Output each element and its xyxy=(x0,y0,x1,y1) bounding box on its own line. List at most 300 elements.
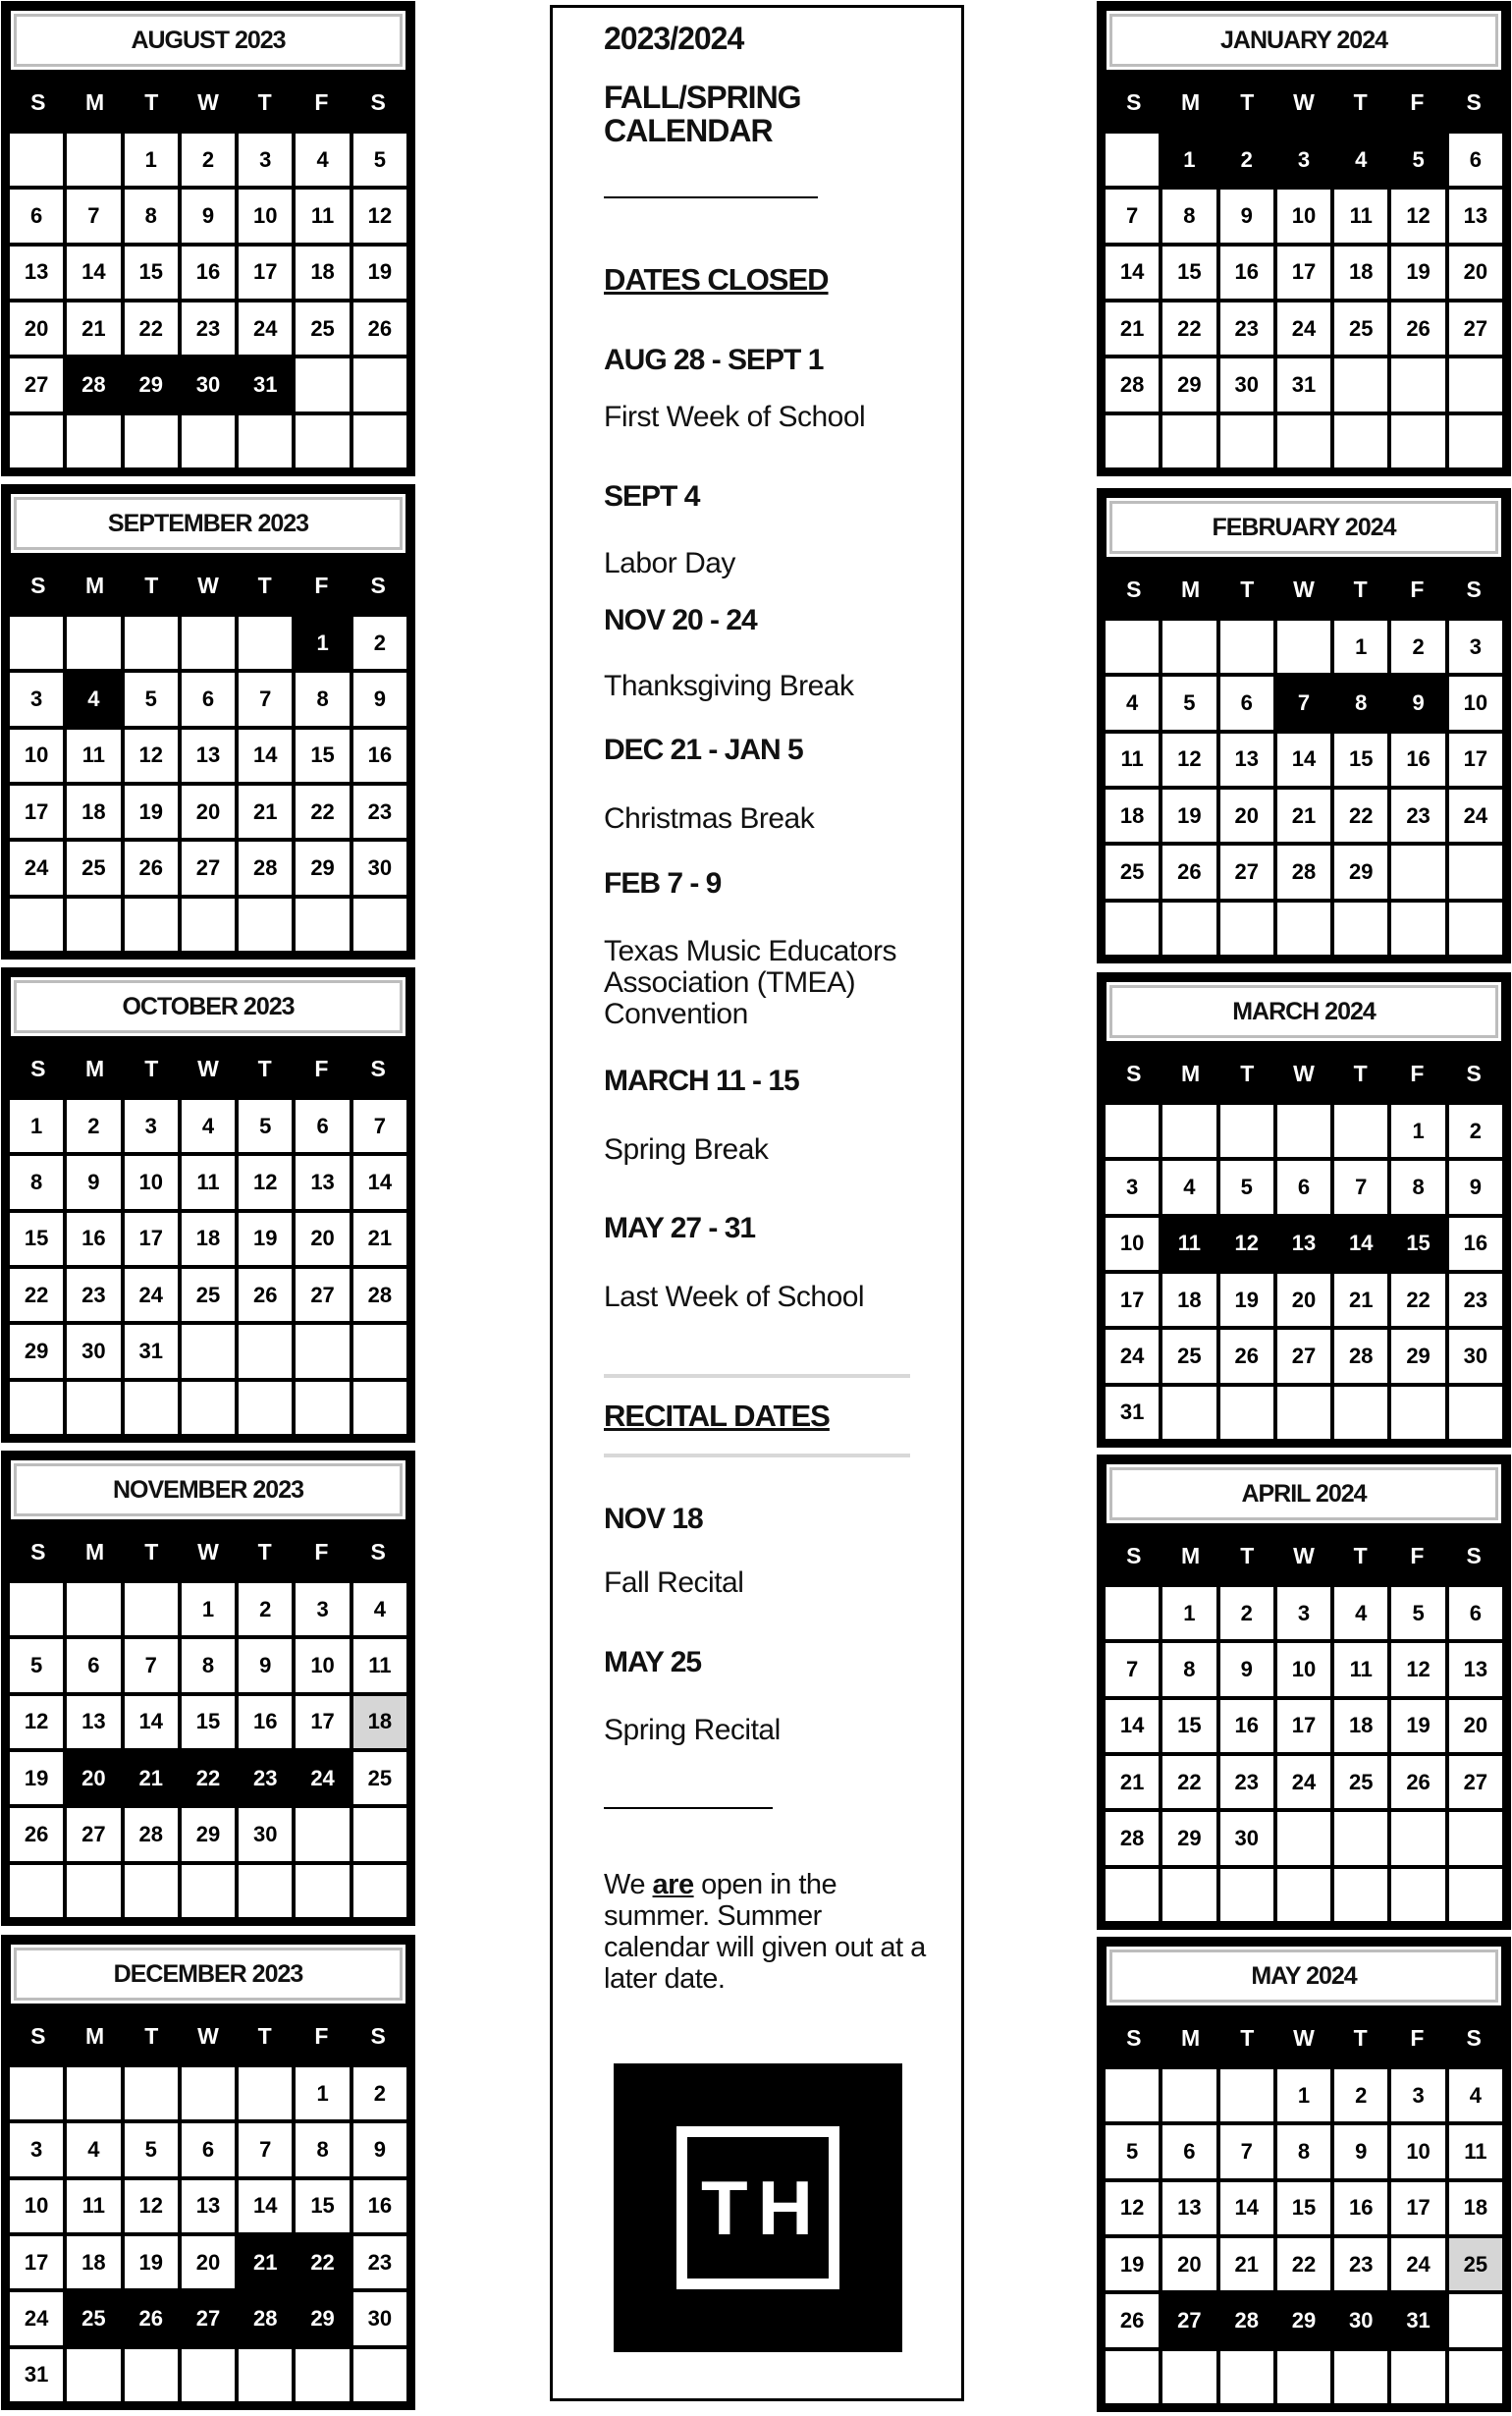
weekday-label: T xyxy=(257,88,272,115)
day-cell: 2 xyxy=(67,1100,120,1152)
day-cell: 25 xyxy=(1334,1756,1387,1808)
day-cell: 6 xyxy=(1449,1587,1502,1639)
closed-desc-3: Thanksgiving Break xyxy=(604,670,854,702)
empty-day-cell xyxy=(1106,1869,1159,1921)
empty-day-cell xyxy=(1277,1105,1330,1157)
day-cell: 18 xyxy=(67,786,120,838)
closed-desc-6: Spring Break xyxy=(604,1133,769,1166)
day-cell: 22 xyxy=(125,302,178,355)
weekday-label: F xyxy=(1410,1060,1425,1086)
divider-bottom xyxy=(604,1807,773,1809)
empty-day-cell xyxy=(296,899,349,951)
day-cell: 28 xyxy=(125,1808,178,1860)
day-cell: 23 xyxy=(182,302,235,355)
weekday-label: M xyxy=(1180,576,1201,602)
day-cell: 30 xyxy=(239,1808,292,1860)
day-cell: 3 xyxy=(125,1100,178,1152)
day-cell: 28 xyxy=(353,1269,406,1321)
day-cell: 26 xyxy=(1391,302,1444,355)
empty-day-cell xyxy=(1220,1387,1273,1439)
empty-day-cell xyxy=(1334,1812,1387,1864)
day-cell: 23 xyxy=(1220,1756,1273,1808)
day-cell: 4 xyxy=(1334,134,1387,186)
day-cell: 11 xyxy=(1449,2125,1502,2177)
weekday-header xyxy=(1106,562,1502,617)
day-cell: 8 xyxy=(296,2123,349,2175)
weekday-label: T xyxy=(1240,1060,1255,1086)
day-cell: 11 xyxy=(1162,1218,1215,1270)
weekday-label: T xyxy=(144,572,159,598)
month-calendar xyxy=(1,967,415,1443)
empty-day-cell xyxy=(10,1865,63,1917)
day-cell: 14 xyxy=(125,1696,178,1748)
weekday-label: T xyxy=(1240,1542,1255,1568)
empty-day-cell xyxy=(10,899,63,951)
day-cell: 22 xyxy=(1391,1274,1444,1326)
day-cell: 4 xyxy=(182,1100,235,1152)
empty-day-cell xyxy=(296,1382,349,1434)
recital-desc-2: Spring Recital xyxy=(604,1714,781,1746)
day-cell: 19 xyxy=(353,247,406,299)
weekday-label: T xyxy=(144,1055,159,1081)
day-cell: 20 xyxy=(1220,790,1273,842)
month-calendar xyxy=(1,1935,415,2410)
day-cell: 31 xyxy=(10,2349,63,2401)
day-cell: 29 xyxy=(1391,1330,1444,1382)
weekday-label: S xyxy=(1466,1060,1482,1086)
day-cell: 11 xyxy=(1334,190,1387,242)
day-cell: 5 xyxy=(353,134,406,186)
weekday-label: S xyxy=(1466,576,1482,602)
day-cell: 20 xyxy=(182,786,235,838)
day-grid xyxy=(1106,1101,1502,1439)
empty-day-cell xyxy=(353,358,406,411)
day-cell: 16 xyxy=(1391,734,1444,786)
empty-day-cell xyxy=(125,1865,178,1917)
day-cell: 2 xyxy=(239,1583,292,1635)
day-cell: 2 xyxy=(1220,1587,1273,1639)
weekday-label: S xyxy=(1126,1542,1142,1568)
empty-day-cell xyxy=(125,617,178,669)
empty-day-cell xyxy=(182,1382,235,1434)
weekday-label: S xyxy=(1466,1542,1482,1568)
day-cell: 27 xyxy=(296,1269,349,1321)
day-cell: 24 xyxy=(1277,1756,1330,1808)
day-cell: 1 xyxy=(125,134,178,186)
info-panel xyxy=(550,5,964,2401)
weekday-label: F xyxy=(314,572,329,598)
day-cell: 8 xyxy=(1391,1161,1444,1213)
empty-day-cell xyxy=(296,1325,349,1377)
day-cell: 28 xyxy=(1277,846,1330,898)
day-cell: 29 xyxy=(1277,2294,1330,2346)
day-cell: 5 xyxy=(1220,1161,1273,1213)
day-cell: 22 xyxy=(296,786,349,838)
day-cell: 15 xyxy=(1277,2182,1330,2234)
month-calendar xyxy=(1097,1455,1511,1930)
day-cell: 17 xyxy=(10,2236,63,2288)
day-cell: 17 xyxy=(1277,1700,1330,1752)
day-cell: 8 xyxy=(10,1156,63,1208)
empty-day-cell xyxy=(182,1865,235,1917)
day-cell: 10 xyxy=(1391,2125,1444,2177)
day-cell: 28 xyxy=(1106,1812,1159,1864)
day-cell: 27 xyxy=(182,842,235,894)
day-cell: 21 xyxy=(1106,1756,1159,1808)
weekday-label: M xyxy=(84,1538,105,1565)
weekday-label: S xyxy=(30,572,46,598)
day-cell: 5 xyxy=(1391,134,1444,186)
empty-day-cell xyxy=(1220,621,1273,673)
day-cell: 27 xyxy=(10,358,63,411)
day-cell: 18 xyxy=(1449,2182,1502,2234)
day-cell: 1 xyxy=(296,617,349,669)
weekday-header xyxy=(10,1041,406,1096)
day-cell: 25 xyxy=(182,1269,235,1321)
day-cell: 25 xyxy=(353,1752,406,1804)
empty-day-cell xyxy=(1220,903,1273,955)
day-cell: 14 xyxy=(1106,247,1159,299)
day-cell: 15 xyxy=(1162,1700,1215,1752)
day-cell: 30 xyxy=(1334,2294,1387,2346)
empty-day-cell xyxy=(1220,415,1273,467)
empty-day-cell xyxy=(1162,415,1215,467)
day-cell: 26 xyxy=(1162,846,1215,898)
day-cell: 29 xyxy=(10,1325,63,1377)
day-cell: 8 xyxy=(296,673,349,725)
day-cell: 12 xyxy=(353,190,406,242)
day-cell: 21 xyxy=(125,1752,178,1804)
day-cell: 10 xyxy=(10,2180,63,2232)
empty-day-cell xyxy=(296,1865,349,1917)
recital-desc-1: Fall Recital xyxy=(604,1566,744,1599)
empty-day-cell xyxy=(239,1382,292,1434)
weekday-label: W xyxy=(1293,1542,1315,1568)
day-cell: 10 xyxy=(1449,677,1502,729)
day-grid xyxy=(1106,1583,1502,1921)
empty-day-cell xyxy=(1334,2351,1387,2403)
empty-day-cell xyxy=(67,899,120,951)
day-cell: 2 xyxy=(1334,2069,1387,2121)
weekday-label: M xyxy=(84,572,105,598)
empty-day-cell xyxy=(1334,1387,1387,1439)
day-cell: 7 xyxy=(125,1639,178,1691)
weekday-label: M xyxy=(1180,2024,1201,2051)
day-cell: 31 xyxy=(239,358,292,411)
day-cell: 24 xyxy=(10,2292,63,2344)
weekday-label: S xyxy=(1126,1060,1142,1086)
day-cell: 21 xyxy=(1220,2238,1273,2290)
empty-day-cell xyxy=(1391,1387,1444,1439)
weekday-label: W xyxy=(1293,1060,1315,1086)
day-cell: 27 xyxy=(1277,1330,1330,1382)
day-cell: 22 xyxy=(1334,790,1387,842)
day-cell: 11 xyxy=(1334,1643,1387,1695)
weekday-label: T xyxy=(1240,2024,1255,2051)
empty-day-cell xyxy=(1449,1387,1502,1439)
day-cell: 11 xyxy=(182,1156,235,1208)
day-cell: 4 xyxy=(296,134,349,186)
weekday-label: W xyxy=(197,572,219,598)
day-cell: 16 xyxy=(1220,1700,1273,1752)
day-cell: 10 xyxy=(1277,190,1330,242)
weekday-label: S xyxy=(1466,88,1482,115)
day-cell: 3 xyxy=(1391,2069,1444,2121)
weekday-label: S xyxy=(30,2022,46,2049)
day-cell: 13 xyxy=(1277,1218,1330,1270)
day-cell: 10 xyxy=(125,1156,178,1208)
day-cell: 10 xyxy=(1277,1643,1330,1695)
day-cell: 14 xyxy=(1220,2182,1273,2234)
day-cell: 7 xyxy=(1334,1161,1387,1213)
day-cell: 14 xyxy=(67,247,120,299)
note-emphasis: are xyxy=(652,1869,694,1900)
empty-day-cell xyxy=(353,2349,406,2401)
day-cell: 20 xyxy=(1449,1700,1502,1752)
empty-day-cell xyxy=(10,415,63,467)
day-cell: 28 xyxy=(239,2292,292,2344)
day-cell: 19 xyxy=(1391,1700,1444,1752)
empty-day-cell xyxy=(1277,1812,1330,1864)
weekday-label: S xyxy=(370,1055,386,1081)
day-cell: 25 xyxy=(1106,846,1159,898)
closed-desc-7: Last Week of School xyxy=(604,1281,865,1313)
day-cell: 19 xyxy=(1162,790,1215,842)
divider-top xyxy=(604,196,818,198)
day-cell: 16 xyxy=(1334,2182,1387,2234)
day-cell: 24 xyxy=(296,1752,349,1804)
weekday-header xyxy=(1106,1046,1502,1101)
day-cell: 11 xyxy=(296,190,349,242)
closed-date-7: MAY 27 - 31 xyxy=(604,1212,756,1244)
day-cell: 18 xyxy=(1162,1274,1215,1326)
day-cell: 30 xyxy=(353,842,406,894)
day-cell: 29 xyxy=(1162,1812,1215,1864)
day-cell: 6 xyxy=(296,1100,349,1152)
month-title: OCTOBER 2023 xyxy=(11,977,405,1036)
weekday-header xyxy=(1106,1528,1502,1583)
weekday-label: M xyxy=(1180,1060,1201,1086)
day-cell: 13 xyxy=(1220,734,1273,786)
closed-desc-1: First Week of School xyxy=(604,401,866,433)
day-cell: 31 xyxy=(1391,2294,1444,2346)
weekday-header xyxy=(10,75,406,130)
day-grid xyxy=(10,130,406,467)
day-cell: 4 xyxy=(353,1583,406,1635)
day-cell: 26 xyxy=(1106,2294,1159,2346)
day-cell: 27 xyxy=(1449,1756,1502,1808)
day-cell: 6 xyxy=(1277,1161,1330,1213)
day-cell: 23 xyxy=(1449,1274,1502,1326)
weekday-header xyxy=(1106,75,1502,130)
weekday-label: T xyxy=(144,1538,159,1565)
empty-day-cell xyxy=(239,899,292,951)
empty-day-cell xyxy=(10,1382,63,1434)
day-cell: 5 xyxy=(10,1639,63,1691)
day-cell: 24 xyxy=(10,842,63,894)
day-cell: 6 xyxy=(1220,677,1273,729)
recital-date-1: NOV 18 xyxy=(604,1503,703,1535)
month-title: MAY 2024 xyxy=(1107,1947,1501,2005)
month-title: SEPTEMBER 2023 xyxy=(11,494,405,553)
day-cell: 3 xyxy=(10,2123,63,2175)
day-cell: 29 xyxy=(182,1808,235,1860)
day-cell: 12 xyxy=(1391,1643,1444,1695)
empty-day-cell xyxy=(10,2067,63,2119)
day-cell: 3 xyxy=(1277,134,1330,186)
empty-day-cell xyxy=(1162,2069,1215,2121)
day-cell: 21 xyxy=(67,302,120,355)
empty-day-cell xyxy=(1106,134,1159,186)
weekday-label: T xyxy=(144,2022,159,2049)
day-cell: 6 xyxy=(182,2123,235,2175)
empty-day-cell xyxy=(1277,415,1330,467)
day-cell: 15 xyxy=(10,1213,63,1265)
day-cell: 28 xyxy=(67,358,120,411)
empty-day-cell xyxy=(67,2067,120,2119)
empty-day-cell xyxy=(67,1865,120,1917)
day-cell: 8 xyxy=(1277,2125,1330,2177)
weekday-label: S xyxy=(370,572,386,598)
day-cell: 25 xyxy=(67,842,120,894)
weekday-label: F xyxy=(314,1538,329,1565)
empty-day-cell xyxy=(1449,2294,1502,2346)
empty-day-cell xyxy=(1391,415,1444,467)
empty-day-cell xyxy=(67,415,120,467)
day-grid xyxy=(10,2063,406,2401)
day-cell: 15 xyxy=(296,2180,349,2232)
day-cell: 15 xyxy=(1162,247,1215,299)
empty-day-cell xyxy=(182,899,235,951)
empty-day-cell xyxy=(353,899,406,951)
day-cell: 30 xyxy=(182,358,235,411)
divider-recital-top xyxy=(604,1374,910,1378)
closed-desc-5: Texas Music Educators Association (TMEA) Convention xyxy=(604,935,896,1030)
weekday-label: W xyxy=(197,2022,219,2049)
day-cell: 17 xyxy=(10,786,63,838)
day-cell: 24 xyxy=(1277,302,1330,355)
day-cell: 9 xyxy=(1391,677,1444,729)
day-cell: 11 xyxy=(67,2180,120,2232)
weekday-label: F xyxy=(314,88,329,115)
day-cell: 7 xyxy=(353,1100,406,1152)
day-cell: 20 xyxy=(1449,247,1502,299)
day-cell: 23 xyxy=(1334,2238,1387,2290)
weekday-label: W xyxy=(197,88,219,115)
day-cell: 12 xyxy=(10,1696,63,1748)
day-cell: 15 xyxy=(125,247,178,299)
month-title: MARCH 2024 xyxy=(1107,982,1501,1041)
day-cell: 12 xyxy=(1162,734,1215,786)
day-cell: 1 xyxy=(296,2067,349,2119)
month-title: DECEMBER 2023 xyxy=(11,1945,405,2004)
month-calendar xyxy=(1,1,415,476)
day-cell: 12 xyxy=(125,730,178,782)
empty-day-cell xyxy=(1106,621,1159,673)
day-cell: 8 xyxy=(1162,1643,1215,1695)
empty-day-cell xyxy=(1162,1869,1215,1921)
day-cell: 12 xyxy=(1391,190,1444,242)
empty-day-cell xyxy=(1334,1869,1387,1921)
month-title: FEBRUARY 2024 xyxy=(1107,498,1501,557)
day-cell: 5 xyxy=(125,2123,178,2175)
empty-day-cell xyxy=(67,1583,120,1635)
empty-day-cell xyxy=(353,415,406,467)
calendar-year: 2023/2024 xyxy=(604,21,744,56)
day-cell: 5 xyxy=(1162,677,1215,729)
empty-day-cell xyxy=(67,134,120,186)
empty-day-cell xyxy=(239,2349,292,2401)
day-cell: 19 xyxy=(1106,2238,1159,2290)
day-cell: 9 xyxy=(1449,1161,1502,1213)
month-title: NOVEMBER 2023 xyxy=(11,1460,405,1519)
day-cell: 2 xyxy=(353,2067,406,2119)
weekday-label: T xyxy=(1353,88,1368,115)
day-cell: 25 xyxy=(1162,1330,1215,1382)
empty-day-cell xyxy=(1391,2351,1444,2403)
day-cell: 13 xyxy=(296,1156,349,1208)
weekday-header xyxy=(10,2008,406,2063)
day-cell: 28 xyxy=(1106,358,1159,411)
day-cell: 15 xyxy=(1391,1218,1444,1270)
day-cell: 25 xyxy=(1334,302,1387,355)
month-calendar xyxy=(1097,1937,1511,2412)
calendar-subtitle: FALL/SPRING CALENDAR xyxy=(604,80,801,148)
day-cell: 11 xyxy=(353,1639,406,1691)
day-cell: 8 xyxy=(182,1639,235,1691)
day-cell: 7 xyxy=(1106,1643,1159,1695)
day-cell: 13 xyxy=(1449,190,1502,242)
day-cell: 24 xyxy=(1449,790,1502,842)
day-cell: 8 xyxy=(1162,190,1215,242)
empty-day-cell xyxy=(1106,1105,1159,1157)
day-cell: 20 xyxy=(1162,2238,1215,2290)
weekday-label: M xyxy=(84,88,105,115)
weekday-header xyxy=(1106,2010,1502,2065)
empty-day-cell xyxy=(1162,2351,1215,2403)
day-cell: 19 xyxy=(10,1752,63,1804)
weekday-label: S xyxy=(370,1538,386,1565)
day-cell: 16 xyxy=(1220,247,1273,299)
logo-text: TH xyxy=(701,2164,823,2251)
weekday-label: M xyxy=(84,2022,105,2049)
weekday-label: W xyxy=(1293,2024,1315,2051)
day-cell: 30 xyxy=(1220,1812,1273,1864)
day-cell: 1 xyxy=(182,1583,235,1635)
day-cell: 19 xyxy=(239,1213,292,1265)
closed-date-3: NOV 20 - 24 xyxy=(604,604,757,636)
day-cell: 23 xyxy=(353,786,406,838)
day-cell: 9 xyxy=(67,1156,120,1208)
empty-day-cell xyxy=(1449,2351,1502,2403)
empty-day-cell xyxy=(1449,358,1502,411)
day-cell: 17 xyxy=(1277,247,1330,299)
empty-day-cell xyxy=(1162,1387,1215,1439)
day-cell: 27 xyxy=(67,1808,120,1860)
day-cell: 15 xyxy=(1334,734,1387,786)
month-title: AUGUST 2023 xyxy=(11,11,405,70)
day-cell: 31 xyxy=(1106,1387,1159,1439)
day-cell: 2 xyxy=(1391,621,1444,673)
day-cell: 16 xyxy=(353,730,406,782)
closed-desc-4: Christmas Break xyxy=(604,802,815,835)
day-cell: 18 xyxy=(182,1213,235,1265)
day-cell: 30 xyxy=(353,2292,406,2344)
day-cell: 17 xyxy=(1391,2182,1444,2234)
day-cell: 20 xyxy=(296,1213,349,1265)
empty-day-cell xyxy=(1220,2351,1273,2403)
day-cell: 2 xyxy=(1220,134,1273,186)
